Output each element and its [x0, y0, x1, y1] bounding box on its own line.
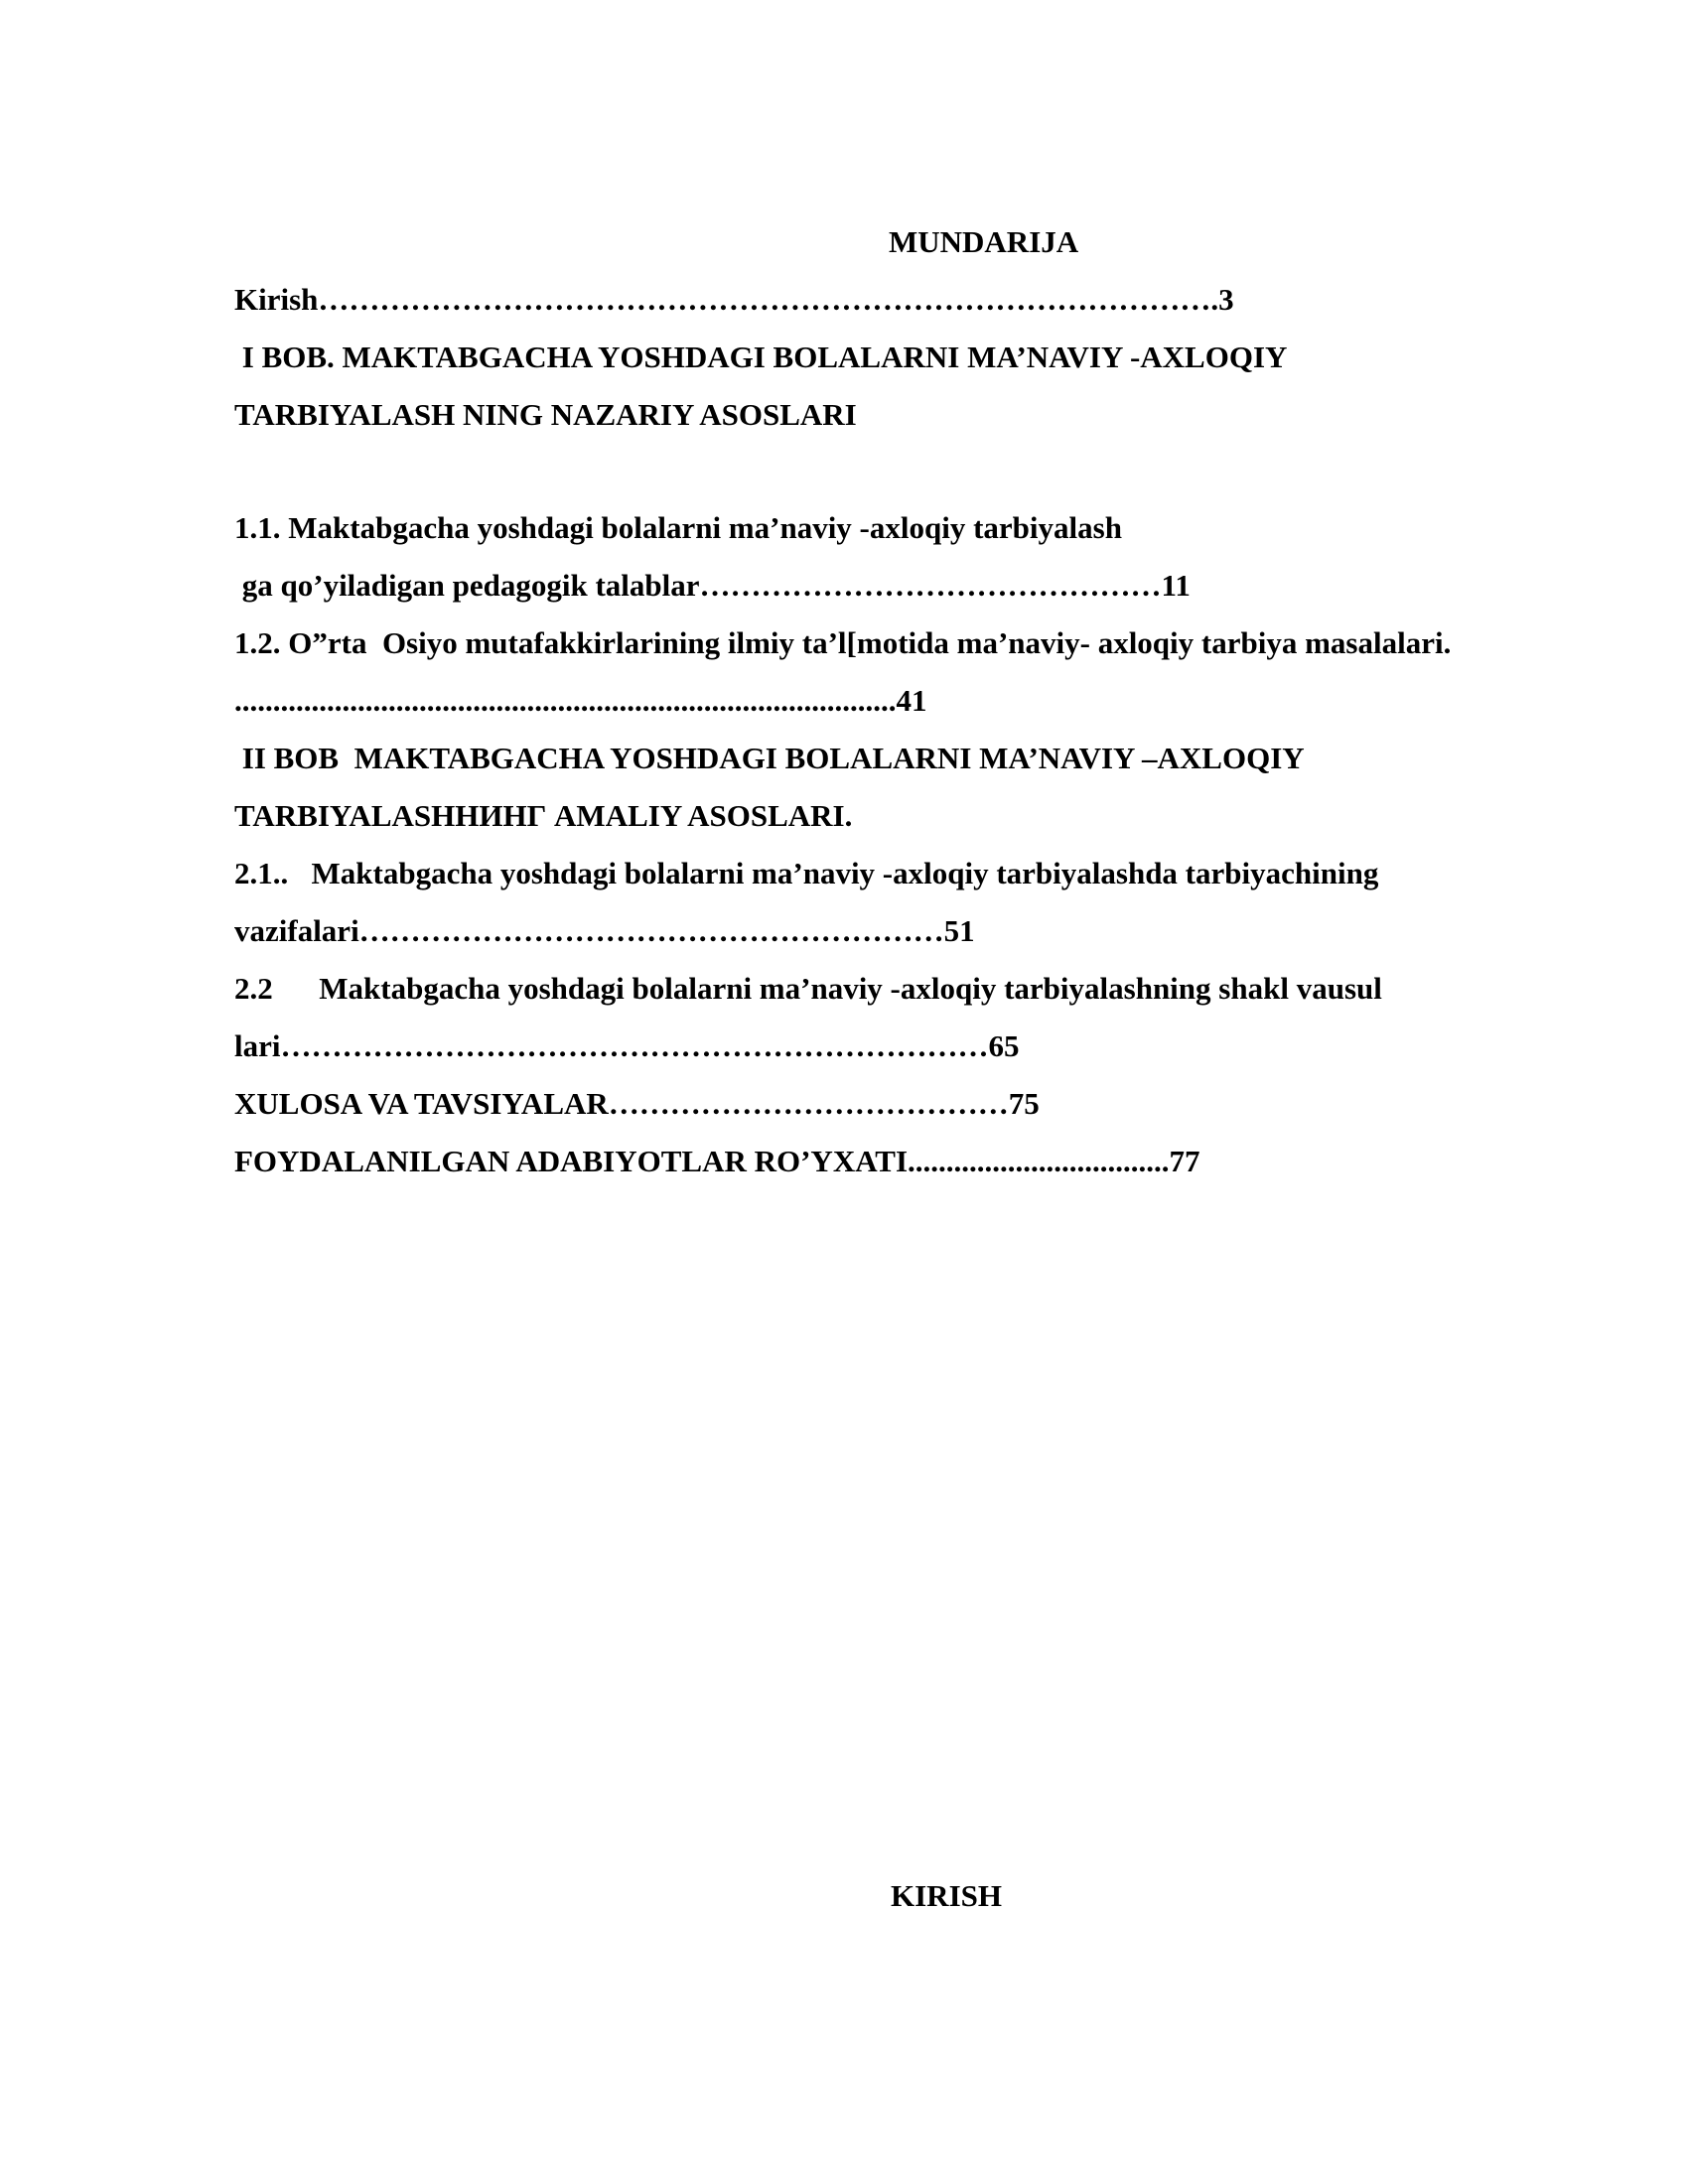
toc-line-section-1-1: 1.1. Maktabgacha yoshdagi bolalarni ma’naviy -axloqiy tarbiyalash — [234, 510, 1122, 545]
toc-line-section-1-2-cont: ......................................................................................41 — [234, 683, 927, 718]
toc-line-references: FOYDALANILGAN ADABIYOTLAR RO’YXATI..................................77 — [234, 1144, 1200, 1178]
toc-line-chapter-1-title: I BOB. MAKTABGACHA YOSHDAGI BOLALARNI MA’NAVIY -AXLOQIY — [234, 340, 1288, 374]
toc-line-section-2-2-cont: lari……………………………………………………………65 — [234, 1028, 1020, 1063]
toc-title: MUNDARIJA — [889, 224, 1079, 259]
toc-line-chapter-2-title-cont: TARBIYALASHНИНГ AMALIY ASOSLARI. — [234, 798, 853, 833]
toc-line-chapter-1-title-cont: TARBIYALASH NING NAZARIY ASOSLARI — [234, 397, 857, 432]
toc-line-section-1-2: 1.2. O”rta Osiyo mutafakkirlarining ilmiy ta’l[motida ma’naviy- axloqiy tarbiya masalalari. — [234, 625, 1452, 660]
toc-line-section-2-1: 2.1.. Maktabgacha yoshdagi bolalarni ma’naviy -axloqiy tarbiyalashda tarbiyachining — [234, 856, 1379, 890]
toc-line-section-2-1-cont: vazifalari…………………………………………………51 — [234, 913, 975, 948]
toc-line-section-2-2: 2.2 Maktabgacha yoshdagi bolalarni ma’naviy -axloqiy tarbiyalashning shakl vausul — [234, 971, 1382, 1006]
toc-line-section-1-1-cont: ga qo’yiladigan pedagogik talablar………………………………………11 — [234, 568, 1191, 603]
section-heading-introduction: KIRISH — [891, 1878, 1002, 1913]
toc-line-conclusions: XULOSA VA TAVSIYALAR…………………………………75 — [234, 1086, 1040, 1121]
toc-line-introduction: Kirish…………………………………………………………………………….3 — [234, 282, 1234, 317]
toc-line-chapter-2-title: II BOB MAKTABGACHA YOSHDAGI BOLALARNI MA’NAVIY –AXLOQIY — [234, 741, 1305, 775]
